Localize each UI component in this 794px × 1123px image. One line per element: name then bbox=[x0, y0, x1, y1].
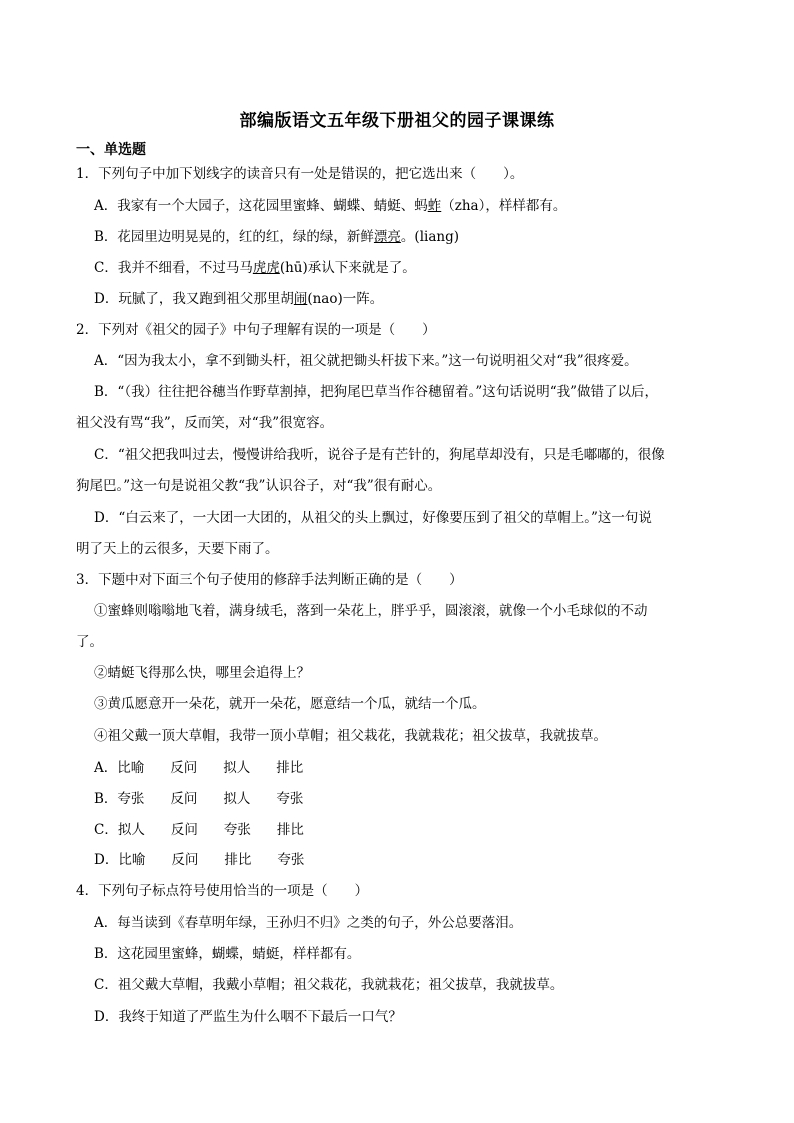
question-4-option-d: D．我终于知道了严监生为什么咽不下最后一口气？ bbox=[94, 1009, 402, 1025]
question-2-option-d: D．“白云来了，一大团一大团的，从祖父的头上飘过，好像要压到了祖父的草帽上。”这一句说 bbox=[94, 510, 652, 526]
question-4-option-b: B．这花园里蜜蜂，蝴蝶，蜻蜓，样样都有。 bbox=[94, 946, 361, 962]
question-2-option-d-cont: 明了天上的云很多，天要下雨了。 bbox=[76, 541, 279, 557]
question-4-option-c: C．祖父戴大草帽，我戴小草帽；祖父栽花，我就栽花；祖父拔草，我就拔草。 bbox=[94, 977, 564, 993]
question-2-option-c: C．“祖父把我叫过去，慢慢讲给我听，说谷子是有芒针的，狗尾草却没有，只是毛嘟嘟的，很像 bbox=[94, 447, 665, 463]
section-heading: 一、单选题 bbox=[76, 142, 146, 158]
question-3-sentence-1: ①蜜蜂则嗡嗡地飞着，满身绒毛，落到一朵花上，胖乎乎，圆滚滚，就像一个小毛球似的不动 bbox=[94, 603, 648, 619]
question-1-option-c: C．我并不细看，不过马马虎虎(hū)承认下来就是了。 bbox=[94, 260, 416, 276]
question-3-option-b: B．夸张 反问 拟人 夸张 bbox=[94, 791, 304, 807]
question-1-stem: 1．下列句子中加下划线字的读音只有一处是错误的，把它选出来（ ）。 bbox=[76, 166, 524, 182]
question-2-stem: 2．下列对《祖父的园子》中句子理解有误的一项是（ ） bbox=[76, 322, 436, 338]
question-2-option-b-cont: 祖父没有骂“我”，反而笑，对“我”很宽容。 bbox=[76, 415, 334, 431]
question-3-sentence-2: ②蜻蜓飞得那么快，哪里会追得上？ bbox=[94, 665, 310, 681]
question-1-option-a: A．我家有一个大园子，这花园里蜜蜂、蝴蝶、蜻蜓、蚂蚱（zha），样样都有。 bbox=[94, 198, 567, 214]
question-1-option-d: D．玩腻了，我又跑到祖父那里胡闹(nao)一阵。 bbox=[94, 291, 384, 307]
question-2-option-a: A．“因为我太小，拿不到锄头杆，祖父就把锄头杆拔下来。”这一句说明祖父对“我”很疼爱。 bbox=[94, 353, 638, 369]
question-3-option-c: C．拟人 反问 夸张 排比 bbox=[94, 822, 304, 838]
document-title: 部编版语文五年级下册祖父的园子课课练 bbox=[239, 111, 555, 131]
question-3-sentence-4: ④祖父戴一顶大草帽，我带一顶小草帽；祖父栽花，我就栽花；祖父拔草，我就拔草。 bbox=[94, 728, 607, 744]
question-3-sentence-3: ③黄瓜愿意开一朵花，就开一朵花，愿意结一个瓜，就结一个瓜。 bbox=[94, 696, 486, 712]
question-4-stem: 4．下列句子标点符号使用恰当的一项是（ ） bbox=[76, 883, 369, 899]
question-3-sentence-1-cont: 了。 bbox=[76, 634, 103, 650]
question-4-option-a: A．每当读到《春草明年绿，王孙归不归》之类的句子，外公总要落泪。 bbox=[94, 915, 523, 931]
question-2-option-c-cont: 狗尾巴。”这一句是说祖父教“我”认识谷子，对“我”很有耐心。 bbox=[76, 478, 442, 494]
question-2-option-b: B．“（我）往往把谷穗当作野草割掉，把狗尾巴草当作谷穗留着。”这句话说明“我”做错了以后， bbox=[94, 384, 659, 400]
question-3-option-a: A．比喻 反问 拟人 排比 bbox=[94, 760, 304, 776]
question-3-option-d: D．比喻 反问 排比 夸张 bbox=[94, 852, 305, 868]
question-3-stem: 3．下题中对下面三个句子使用的修辞手法判断正确的是（ ） bbox=[76, 572, 463, 588]
question-1-option-b: B．花园里边明晃晃的，红的红，绿的绿，新鲜漂亮。(liang) bbox=[94, 229, 459, 245]
